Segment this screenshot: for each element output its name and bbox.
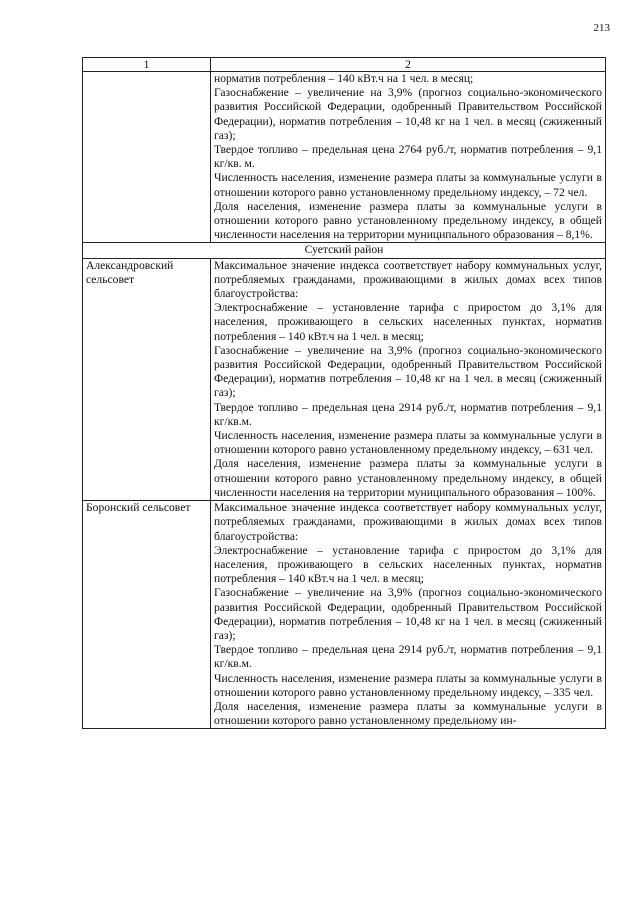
description-cell <box>211 258 606 500</box>
section-row <box>83 243 606 258</box>
description-paragraph: Доля населения, изменение размера платы за коммунальные услуги в отношении которого равно установленному предельному ин- <box>214 699 602 728</box>
description-paragraph: Численность населения, изменение размера платы за коммунальные услуги в отношении которого равно установленному предельному индексу, – 335 чел. <box>214 671 602 699</box>
description-cell <box>211 72 606 243</box>
municipality-name-cell: Боронский сельсовет <box>83 501 211 729</box>
description-paragraph: Твердое топливо – предельная цена 2914 руб./т, норматив потребления – 9,1 кг/кв.м. <box>214 643 602 671</box>
column-number-2: 2 <box>211 58 606 72</box>
municipality-name-cell: Александровский сельсовет <box>83 258 211 500</box>
description-paragraph: Твердое топливо – предельная цена 2914 руб./т, норматив потребления – 9,1 кг/кв.м. <box>214 400 602 428</box>
description-paragraph: Доля населения, изменение размера платы за коммунальные услуги в отношении которого равно установленному предельному индексу, в общей численности населения на территории муниципального образования – 100%. <box>214 457 602 499</box>
district-title: Суетский район <box>83 243 606 258</box>
description-paragraph: Электроснабжение – установление тарифа с приростом до 3,1% для населения, проживающего в сельских населенных пунктах, норматив потребления – 140 кВт.ч на 1 чел. в месяц; <box>214 543 602 586</box>
description-paragraph: норматив потребления – 140 кВт.ч на 1 чел. в месяц; <box>214 72 474 85</box>
page-number: 213 <box>593 22 610 34</box>
description-paragraph: Газоснабжение – увеличение на 3,9% (прогноз социально-экономического развития Российской Федерации, одобренный Правительством Российской Федерации), норматив потребления – 10,48 кг на 1 чел. в месяц (сжиженный газ); <box>214 343 602 400</box>
description-paragraph: Численность населения, изменение размера платы за коммунальные услуги в отношении которого равно установленному предельному индексу, – 631 чел. <box>214 429 602 457</box>
table-row <box>83 72 606 243</box>
column-number-1: 1 <box>83 58 211 72</box>
description-paragraph: Максимальное значение индекса соответствует набору коммунальных услуг, потребляемых гражданами, проживающими в жилых домах всех типов благоустройства: <box>214 258 602 301</box>
description-paragraph: Максимальное значение индекса соответствует набору коммунальных услуг, потребляемых гражданами, проживающими в жилых домах всех типов благоустройства: <box>214 501 602 543</box>
municipality-name-cell <box>83 72 211 243</box>
description-paragraph: Твердое топливо – предельная цена 2764 руб./т, норматив потребления – 9,1 кг/кв. м. <box>214 143 602 171</box>
description-cell <box>211 501 606 729</box>
description-paragraph: Газоснабжение – увеличение на 3,9% (прогноз социально-экономического развития Российской Федерации, одобренный Правительством Российской Федерации), норматив потребления – 10,48 кг на 1 чел. в месяц (сжиженный газ); <box>214 86 602 142</box>
table-row <box>83 501 606 729</box>
tariff-index-table <box>82 57 606 729</box>
description-paragraph: Электроснабжение – установление тарифа с приростом до 3,1% для населения, проживающего в сельских населенных пунктах, норматив потребления – 140 кВт.ч на 1 чел. в месяц; <box>214 301 602 343</box>
description-paragraph: Газоснабжение – увеличение на 3,9% (прогноз социально-экономического развития Российской Федерации, одобренный Правительством Российской Федерации), норматив потребления – 10,48 кг на 1 чел. в месяц (сжиженный газ); <box>214 586 602 642</box>
description-paragraph: Доля населения, изменение размера платы за коммунальные услуги в отношении которого равно установленному предельному индексу, в общей численности населения на территории муниципального образования – 8,1%. <box>214 199 602 242</box>
table-header-row <box>83 58 606 72</box>
description-paragraph: Численность населения, изменение размера платы за коммунальные услуги в отношении которого равно установленному предельному индексу, – 72 чел. <box>214 171 602 199</box>
table-row <box>83 258 606 500</box>
